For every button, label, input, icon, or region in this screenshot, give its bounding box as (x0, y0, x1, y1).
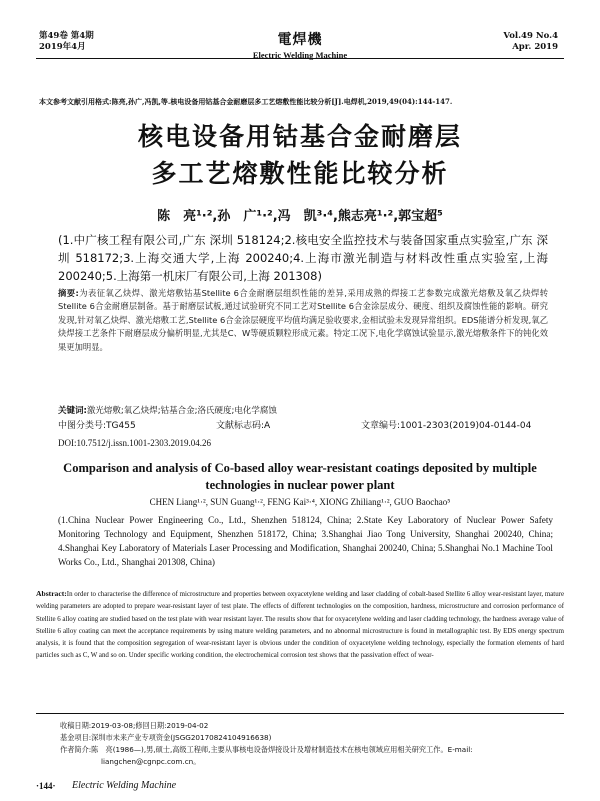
page-number: ·144· (36, 781, 56, 791)
citation-format: 本文参考文献引用格式:陈亮,孙广,冯凯,等.核电设备用钴基合金耐磨层多工艺熔敷性能比较分析[J].电焊机,2019,49(04):144-147. (39, 97, 453, 106)
header-volume-cn: 第49卷 第4期 (39, 31, 94, 41)
footnote-email: liangchen@cgnpc.com.cn。 (101, 757, 201, 766)
header-rule (36, 58, 564, 59)
keywords-cn-text: 激光熔敷;氧乙炔焊;钴基合金;洛氏硬度;电化学腐蚀 (86, 406, 277, 416)
title-en: Comparison and analysis of Co-based alloy wear-resistant coatings deposited by multiple technologies in nuclear power plant (63, 461, 537, 492)
footnote-rule (36, 713, 564, 714)
footnote-fund: 基金项目:深圳市未来产业专项资金(JSGG20170824104916638) (60, 733, 272, 742)
footnote-author-bio: 作者简介:陈 亮(1986—),男,硕士,高级工程师,主要从事核电设备焊接设计及增材制造技术在核电领域应用相关研究工作。E-mail: (60, 745, 473, 754)
doi: DOI:10.7512/j.issn.1001-2303.2019.04.26 (58, 438, 211, 448)
authors-cn: 陈 亮¹·²,孙 广¹·²,冯 凯³·⁴,熊志亮¹·²,郭宝超⁵ (157, 209, 443, 224)
abstract-cn-label: 摘要: (58, 288, 79, 298)
abstract-cn-text: 为表征氧乙炔焊、激光熔敷钴基Stellite 6合金耐磨层组织性能的差异,采用成熟的焊接工艺参数完成激光熔敷及氧乙炔焊转Stellite 6合金耐磨层制备。基于耐磨层试板,通过试验研究不同工艺对Stellite 6合金涂层成分、硬度、组织及腐蚀性能的影响。研究发现,针对氧乙炔焊、激光熔敷工艺,Stellite 6合金涂层硬度平均值均满足验收要求,金相试验未发现异常组织。EDS能谱分析发现,氧乙炔焊接工艺条件下耐磨层成分偏析明显,尤其是C、W等硬质颗粒形成元素。特定工况下,电化学腐蚀试验显示,激光熔敷条件下的钝化效果更加明显。 (58, 288, 548, 352)
footnote-received: 收稿日期:2019-03-08;修回日期:2019-04-02 (60, 721, 209, 730)
keywords-cn (58, 405, 548, 417)
abstract-en-label: Abstract: (36, 589, 67, 598)
header-volume-en-block (503, 31, 558, 53)
header-volume-en: Vol.49 No.4 (503, 31, 558, 41)
affiliations-cn: (1.中广核工程有限公司,广东 深圳 518124;2.核电安全监控技术与装备国家重点实验室,广东 深圳 518172;3.上海交通大学,上海 200240;4.上海市激光制造与材料改性重点实验室,上海 200240;5.上海第一机床厂有限公司,上海 201308) (58, 233, 548, 283)
header-journal-cn: 電焊機 (277, 32, 323, 48)
title-cn-line-2: 多工艺熔敷性能比较分析 (151, 159, 449, 188)
article-number: 文章编号:1001-2303(2019)04-0144-04 (361, 421, 532, 431)
header-date-en: Apr. 2019 (512, 42, 558, 52)
keywords-cn-label: 关键词: (58, 406, 87, 416)
abstract-cn (58, 287, 548, 354)
document-code: 文献标志码:A (216, 421, 271, 431)
title-cn-line-1: 核电设备用钴基合金耐磨层 (137, 122, 462, 151)
abstract-en (36, 588, 564, 663)
abstract-en-text: In order to characterise the difference of microstructure and properties between oxyacetylene welding and laser cladding of cobalt-based Stellite 6 alloy wear-resistant layer, mature welding parameters are adopted to prepare wear-resistant layer of test plate. The effects of different technologies on the composition, hardness, microstructure and corrosion performance of Stellite 6 alloy coating are studied based on the test plate with wear resistant layer. The results show that for oxyacetylene welding and laser cladding technology, the hardness average value of Stellite 6 alloy coating can meet the acceptance requirements by using mature welding parameters, and no abnormal microstructure is found in metallographic test. By EDS energy spectrum analysis, it is found that the composition segregation of wear-resistant layer is obvious under the condition of oxyacetylene welding technology, especially the formation elements of hard particles such as C, W and so on. Under specific working condition, the electrochemical corrosion test shows that the passivation effect of wear- (36, 591, 564, 660)
affiliations-en: (1.China Nuclear Power Engineering Co., Ltd., Shenzhen 518124, China; 2.State Key Laboratory of Nuclear Power Safety Monitoring Technology and Equipment, Shenzhen 518172, China; 3.Shanghai Jiao Tong University, Shanghai 200240, China; 4.Shanghai Key Laboratory of Materials Laser Processing and Modification, Shanghai 200240, China; 5.Shanghai No.1 Machine Tool Works Co., Ltd., Shanghai 201308, China) (58, 515, 553, 567)
header-journal-en: Electric Welding Machine (252, 50, 348, 60)
header-date-cn: 2019年4月 (39, 42, 86, 52)
authors-en: CHEN Liang¹·², SUN Guang¹·², FENG Kai³·⁴, XIONG Zhiliang¹·², GUO Baochao⁵ (149, 497, 451, 507)
clc-number: 中图分类号:TG455 (58, 421, 136, 431)
footer-journal-en: Electric Welding Machine (72, 780, 177, 791)
